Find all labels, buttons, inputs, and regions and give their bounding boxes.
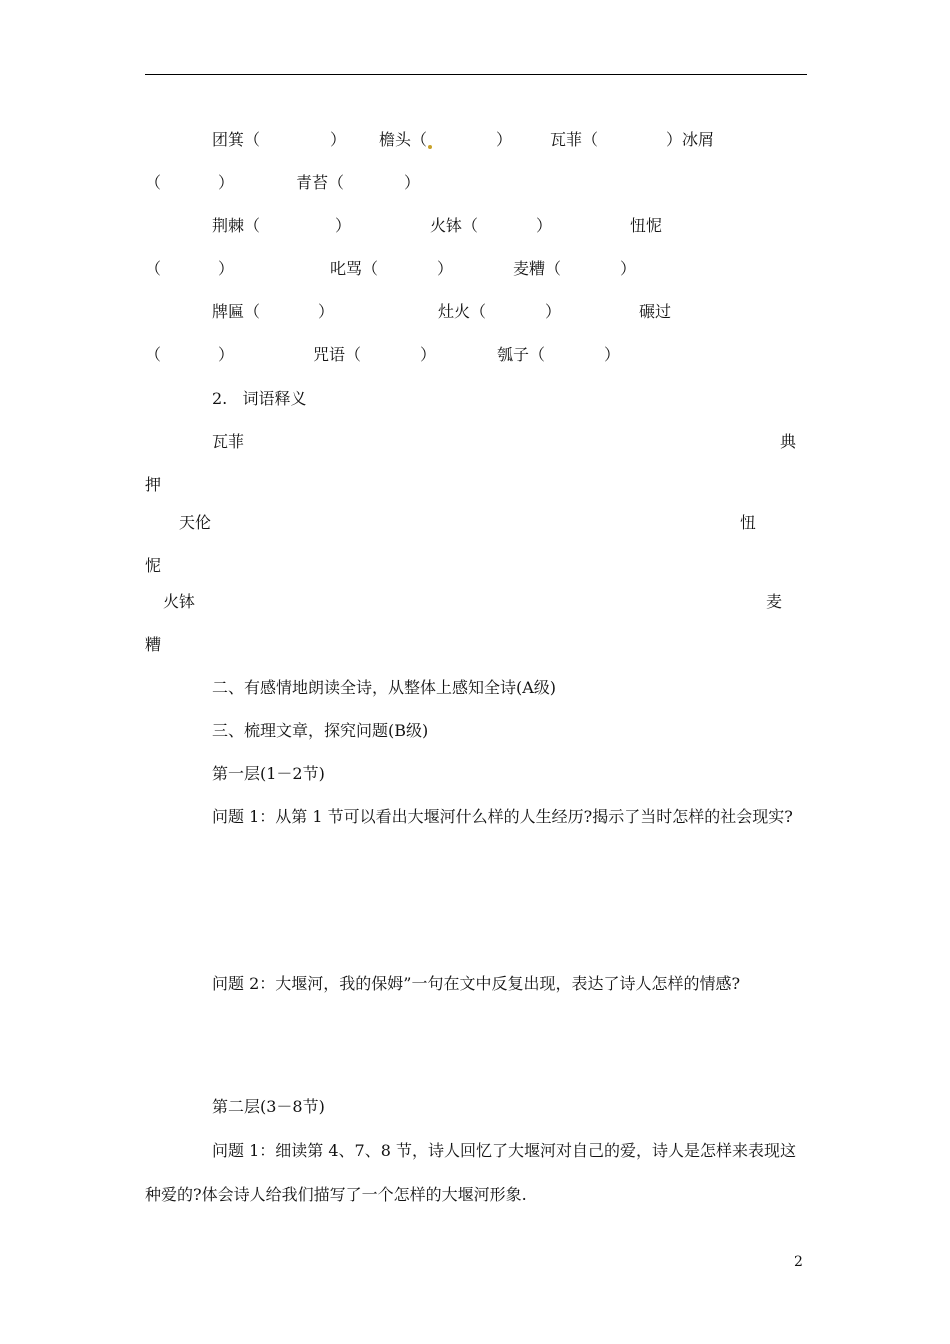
vocab-term: 押 <box>145 475 162 494</box>
paren-open: （ <box>145 345 162 364</box>
word-guazi: 瓠子（ <box>497 345 546 364</box>
word-bingxie: ）冰屑 <box>666 130 715 149</box>
vocab-term: 天伦 <box>179 513 212 532</box>
vocab-term: 瓦菲 <box>212 432 245 451</box>
paren-close: ） <box>335 216 352 235</box>
layer-heading-one: 第一层(1－2节) <box>212 764 325 783</box>
word-zaohuo: 灶火（ <box>438 302 487 321</box>
paren-close: ） <box>218 173 235 192</box>
paren-open: （ <box>145 173 162 192</box>
vocab-term: 怩 <box>145 556 162 575</box>
paren-close: ） <box>420 345 437 364</box>
page-number: 2 <box>794 1254 803 1270</box>
paren-close: ） <box>404 173 421 192</box>
paren-close: ） <box>437 259 454 278</box>
word-yantou: 檐头（ <box>379 130 428 149</box>
paren-close: ） <box>218 345 235 364</box>
question-text: 问题 2：大堰河，我的保姆”一句在文中反复出现，表达了诗人怎样的情感? <box>212 974 741 993</box>
word-paibian: 牌匾（ <box>212 302 261 321</box>
question-text: 问题 1：从第 1 节可以看出大堰河什么样的人生经历?揭示了当时怎样的社会现实? <box>212 807 793 826</box>
word-qingtai: 青苔（ <box>296 173 345 192</box>
word-niuni: 忸怩 <box>630 216 663 235</box>
section-heading-two: 二、有感情地朗读全诗，从整体上感知全诗(A级) <box>212 678 557 697</box>
paren-close: ） <box>620 259 637 278</box>
layer-heading-two: 第二层(3－8节) <box>212 1097 325 1116</box>
word-chima: 叱骂（ <box>330 259 379 278</box>
vocab-heading: 2. 词语释义 <box>212 389 307 408</box>
word-zhouyu: 咒语（ <box>313 345 362 364</box>
question-text-continued: 种爱的?体会诗人给我们描写了一个怎样的大堰河形象. <box>145 1185 527 1204</box>
section-heading-three: 三、梳理文章，探究问题(B级) <box>212 721 429 740</box>
paren-close: ） <box>330 130 347 149</box>
paren-close: ） <box>604 345 621 364</box>
vocab-term: 糟 <box>145 635 162 654</box>
header-rule <box>145 74 807 75</box>
paren-close: ） <box>318 302 335 321</box>
paren-close: ） <box>496 130 513 149</box>
paren-close: ） <box>536 216 553 235</box>
paren-close: ） <box>218 259 235 278</box>
vocab-term: 麦 <box>766 592 783 611</box>
vocab-term: 典 <box>780 432 797 451</box>
paren-close: ） <box>545 302 562 321</box>
yellow-dot-mark <box>428 145 432 149</box>
word-nianguo: 碾过 <box>639 302 672 321</box>
question-text: 问题 1：细读第 4、7、8 节，诗人回忆了大堰河对自己的爱，诗人是怎样来表现这 <box>212 1141 796 1160</box>
vocab-term: 火钵 <box>163 592 196 611</box>
word-huobo: 火钵（ <box>430 216 479 235</box>
paren-open: （ <box>145 259 162 278</box>
vocab-term: 忸 <box>740 513 757 532</box>
word-tuanji: 团箕（ <box>212 130 261 149</box>
word-jingji: 荆棘（ <box>212 216 261 235</box>
word-maizao: 麦糟（ <box>513 259 562 278</box>
word-wafei: 瓦菲（ <box>550 130 599 149</box>
